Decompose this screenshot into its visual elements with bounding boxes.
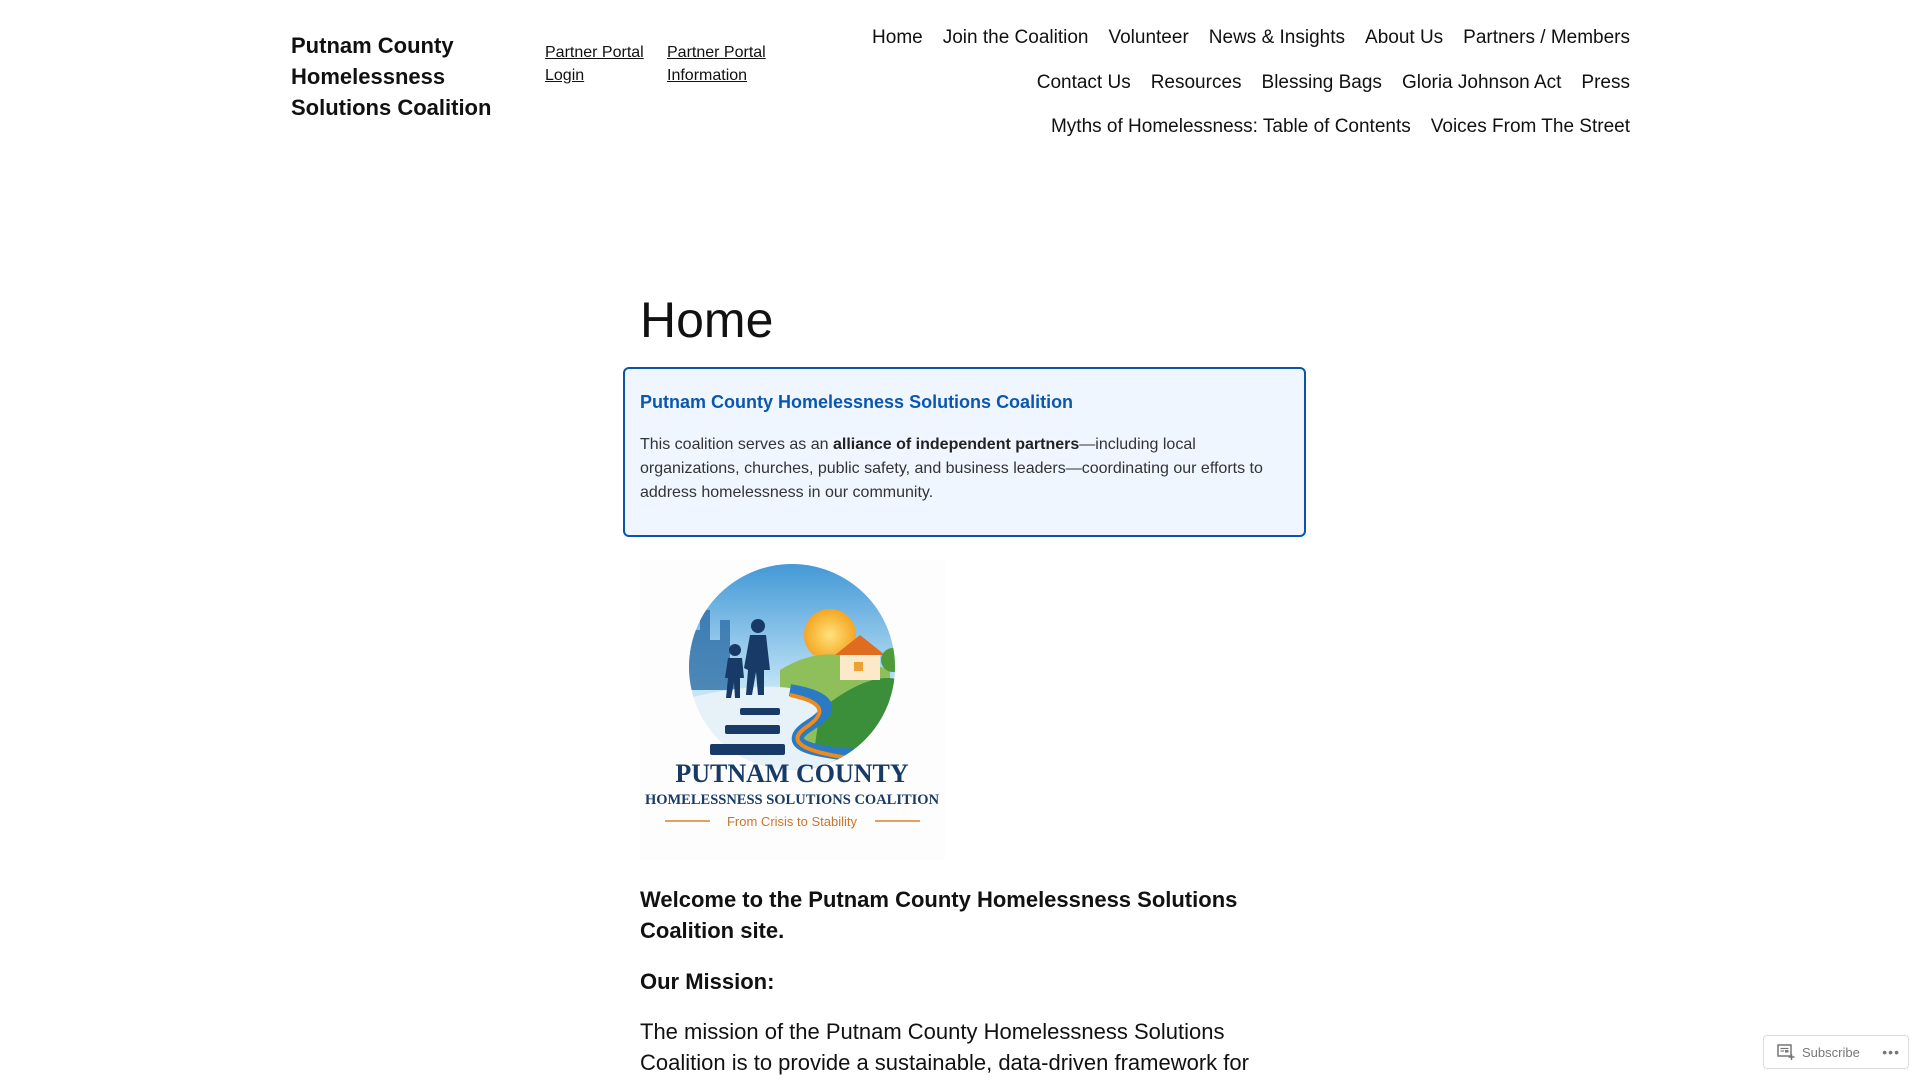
- mission-heading: Our Mission:: [640, 969, 775, 994]
- info-text-part: —including local organizations, churches, public safety, and business leaders—coordinating our efforts to address homelessness in our community.: [640, 436, 1263, 501]
- nav-contact-us[interactable]: Contact Us: [1036, 71, 1131, 93]
- nav-voices-from-the-street[interactable]: Voices From The Street: [1430, 116, 1630, 137]
- info-text-bold: alliance of independent partners: [832, 436, 1080, 453]
- nav-volunteer[interactable]: Volunteer: [1108, 27, 1189, 48]
- svg-text:From Crisis to Stability: From Crisis to Stability: [726, 814, 858, 829]
- site-title[interactable]: Putnam County Homelessness Solutions Coalition: [291, 33, 492, 120]
- nav-myths-of-homelessness[interactable]: Myths of Homelessness: Table of Contents: [1050, 116, 1411, 137]
- more-options-button[interactable]: •••: [1882, 1044, 1900, 1060]
- svg-text:HOMELESSNESS SOLUTIONS COALITI: HOMELESSNESS SOLUTIONS COALITION: [644, 792, 940, 808]
- nav-join-the-coalition[interactable]: Join the Coalition: [942, 27, 1089, 48]
- nav-home[interactable]: Home: [872, 27, 923, 48]
- coalition-info-box: [623, 367, 1306, 537]
- nav-resources[interactable]: Resources: [1150, 71, 1242, 93]
- subscribe-button[interactable]: [1777, 1044, 1860, 1060]
- subscribe-label: Subscribe: [1802, 1044, 1860, 1060]
- nav-blessing-bags[interactable]: Blessing Bags: [1261, 71, 1382, 93]
- mission-body-text: The mission of the Putnam County Homelessness Solutions Coalition is to provide a sustainable, data-driven framework for: [640, 1019, 1249, 1075]
- svg-text:PUTNAM COUNTY: PUTNAM COUNTY: [675, 759, 909, 788]
- nav-about-us[interactable]: About Us: [1365, 27, 1444, 48]
- info-box-text: [640, 433, 1290, 505]
- nav-gloria-johnson-act[interactable]: Gloria Johnson Act: [1401, 71, 1562, 93]
- partner-portal-login-link[interactable]: Partner Portal Login: [545, 44, 644, 84]
- nav-partners-members[interactable]: Partners / Members: [1463, 27, 1630, 48]
- page-title: Home: [640, 292, 774, 348]
- info-text-part: This coalition serves as an: [640, 436, 833, 453]
- logo-illustration-icon: [640, 560, 945, 860]
- welcome-heading: Welcome to the Putnam County Homelessness Solutions Coalition site.: [640, 887, 1238, 943]
- subscribe-bar: [1763, 1035, 1909, 1069]
- info-box-heading: Putnam County Homelessness Solutions Coalition: [640, 392, 1074, 412]
- nav-news-insights[interactable]: News & Insights: [1208, 27, 1346, 48]
- nav-press[interactable]: Press: [1581, 71, 1630, 93]
- partner-portal-information-link[interactable]: Partner Portal Information: [667, 44, 766, 84]
- reader-subscribe-icon: [1777, 1044, 1795, 1060]
- coalition-logo-image: [640, 560, 945, 860]
- main-navigation: [760, 16, 1630, 150]
